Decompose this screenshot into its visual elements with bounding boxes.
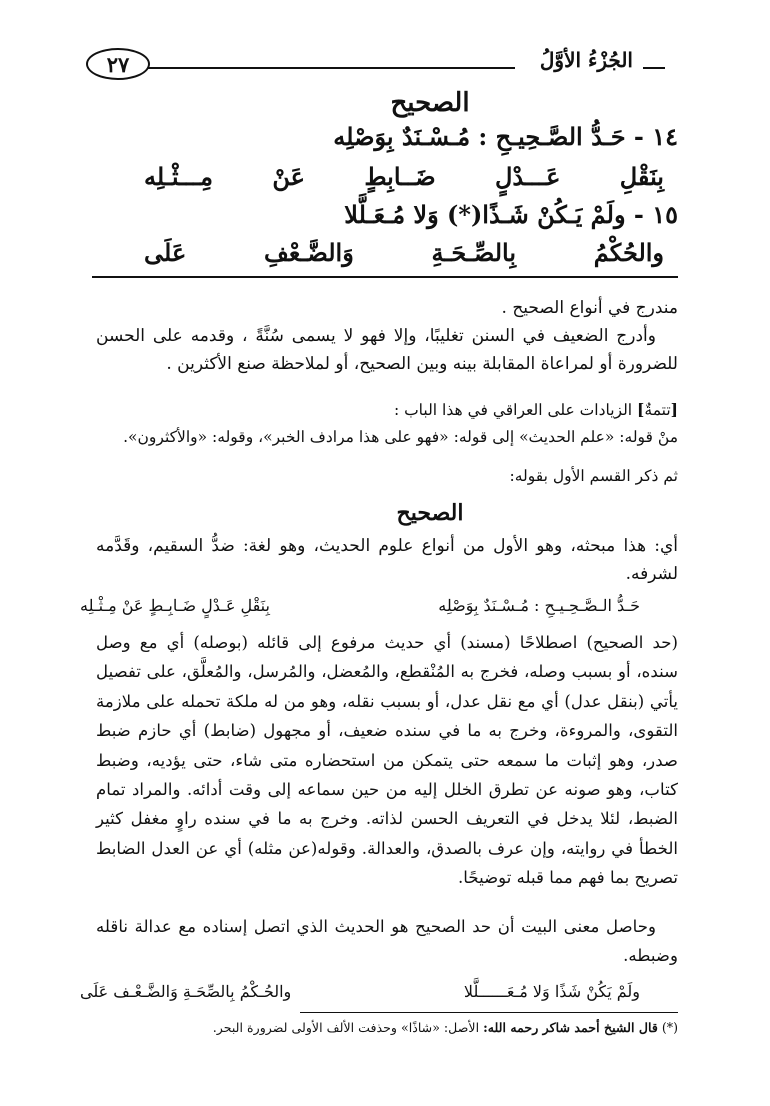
tatimma-detail: منْ قوله: «علم الحديث» إلى قوله: «فهو على هذا مرادف الخبر»، وقوله: «والأكثرون». [123, 428, 678, 446]
tatimma-label: تتمةٌ [644, 401, 671, 419]
footnote-author: قال الشيخ أحمد شاكر رحمه الله: [483, 1020, 658, 1035]
footnote-marker: (*) [661, 1020, 678, 1035]
quoted-verse-2 [80, 982, 640, 1001]
running-header [86, 46, 665, 80]
section-divider [92, 276, 678, 278]
page-number [86, 48, 150, 80]
verse-word: بِالصِّـحَـةِ [431, 238, 517, 267]
footnote-text: الأصل: «شاذًا» وحذفت الألف الأولى لضرورة البحر. [212, 1020, 480, 1035]
paragraph-definition: أي: هذا مبحثه، وهو الأول من أنواع علوم الحديث، وهو لغة: ضدُّ السقيم، وقَدَّمه لشرفه. [96, 536, 678, 584]
verse-word: عَنْ [272, 162, 305, 191]
paragraph-2: وأدرج الضعيف في السنن تغليبًا، وإلا فهو لا يسمى سُنَّةً ، وقدمه على الحسن للضرورة أو لمراعاة المقابلة بينه وبين الصحيح، أو لملاحظة صنع الأكثرين . [96, 326, 678, 374]
verse-line-14: ١٤ - حَـدُّ الصَّـحِيـحِ : مُـسْـنَدٌ بِوَصْلِه [333, 122, 678, 151]
page-number-text: ٢٧ [106, 51, 130, 77]
verse-word: والحُكْمُ [593, 238, 665, 267]
paragraph-transition: ثم ذكر القسم الأول بقوله: [509, 467, 678, 485]
footnote [96, 1018, 678, 1038]
quoted-hemistich: والحُـكْمُ بِالصِّحَـةِ وَالضَّـعْـف عَلَى [80, 982, 292, 1001]
verse-word: عَـــدْلٍ [494, 162, 561, 191]
verse-word: عَلَى [144, 238, 187, 267]
tatimma-text: الزيادات على العراقي في هذا الباب : [393, 401, 633, 419]
tatimma-bracket-close: ] [637, 400, 645, 419]
quoted-verse-1 [80, 596, 640, 615]
verse-line-15: ١٥ - ولَمْ يَـكُنْ شَـذًا(*) وَلا مُـعَـلَّلا [344, 200, 678, 229]
quoted-hemistich: حَـدُّ الـصَّـحِـيـحِ : مُـسْـنَدٌ بِوَصْلِه [438, 596, 640, 615]
volume-title: الجُزْءُ الأوَّلُ [539, 48, 633, 72]
verse-word: ضَــابِطٍ [364, 162, 436, 191]
verse-line-14-second-hemistich [144, 162, 664, 192]
header-rule [146, 67, 515, 69]
quoted-hemistich: بِنَقْلِ عَـدْلٍ ضَـابِـطٍ عَنْ مِـثْـلِه [80, 596, 270, 615]
tatimma-note [96, 396, 678, 451]
paragraph-commentary: (حد الصحيح) اصطلاحًا (مسند) أي حديث مرفوع إلى قائله (بوصله) أي مع وصل سنده، أو بسبب وصله، فخرج به المُنْقطع، والمُعضل، والمُرسل، والمُعلَّق، على تفصيل يأتي (بنقل عدل) أي مع نقل عدل، أو بسبب نقله، وهو من له ملكة تحمله على ملازمة التقوى، والمروءة، وخرج به ما في سنده ضعيف، أو مجهول (ضابط) أي حازم ضبط صدر، وهو إثبات ما سمعه حتى يتمكن من استحضاره متى شاء، حتى يؤديه، وضبط كتاب، وهو صونه عن تطرق الخلل إليه من حين سماعه إلى وقت أدائه. والمراد تمام الضبط، لئلا يدخل في التعريف الحسن لذاته. وخرج به ما في سنده راوٍ مغفل كثير الخطأ في روايته، وإن عرف بالصدق، والعدالة. وقوله(عن مثله) أي عن العدل الضابط تصريح بما فهم مما قبله توضيحًا. [96, 633, 678, 888]
footnote-divider [300, 1012, 678, 1013]
verse-line-15-second-hemistich [144, 238, 664, 268]
verse-word: بِنَقْلِ [619, 162, 664, 191]
verse-word: مِـــثْـلِه [144, 162, 214, 191]
verse-word: وَالضَّـعْفِ [263, 238, 354, 267]
quoted-hemistich: ولَمْ يَكُنْ شَذًا وَلا مُـعَــــــلَّلا [463, 982, 640, 1001]
verse-section-heading: الصحيح [390, 88, 470, 118]
section-heading: الصحيح [396, 500, 464, 526]
paragraph-summary: وحاصل معنى البيت أن حد الصحيح هو الحديث الذي اتصل إسناده مع عدالة ناقله وضبطه. [96, 917, 678, 965]
header-rule-right [643, 67, 665, 69]
tatimma-bracket-open: [ [670, 400, 678, 419]
paragraph-1: مندرج في أنواع الصحيح . [501, 298, 678, 318]
